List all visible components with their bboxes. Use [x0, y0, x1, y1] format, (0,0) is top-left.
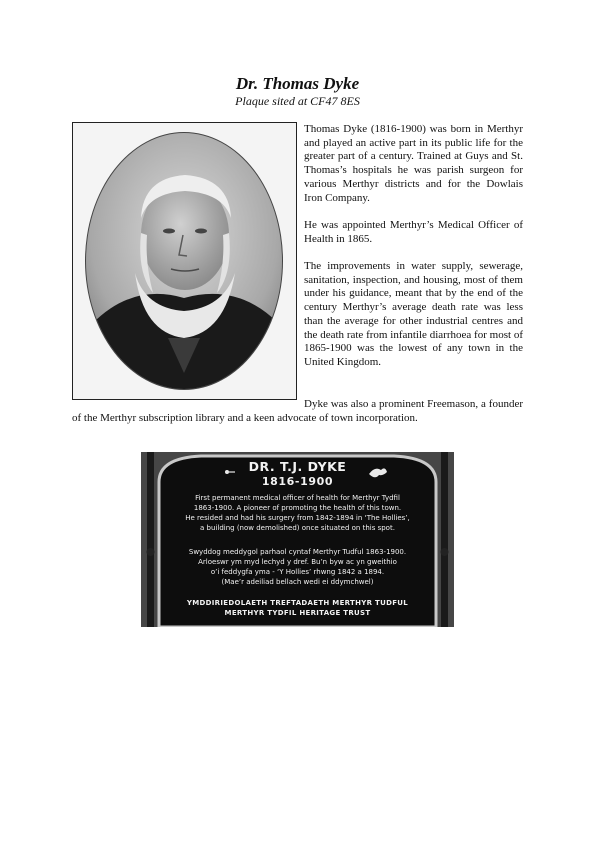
- page-title: Dr. Thomas Dyke: [235, 74, 360, 93]
- paragraph-improvements: The improvements in water supply, sewerage, sanitation, inspection, and housing, most of them under his guidance, meant that by the end of the century Merthyr’s average death rate was less than the average for other industrial centres and the death rate from infantile diarrhoea for most of 1865-1900 was the lowest of any town in the United Kingdom.: [304, 260, 523, 368]
- plaque-trust-welsh: YMDDIRIEDOLAETH TREFTADAETH MERTHYR TUDFUL: [186, 599, 409, 607]
- plaque-photo: [141, 452, 454, 627]
- page-subtitle: Plaque sited at CF47 8ES: [235, 94, 360, 108]
- plaque-trust-english: MERTHYR TYDFIL HERITAGE TRUST: [224, 609, 371, 617]
- plaque-english-line: a building (now demolished) once situated on this spot.: [200, 524, 395, 532]
- paragraph-appointment: He was appointed Merthyr’s Medical Officer of Health in 1865.: [304, 219, 523, 245]
- plaque-welsh-line: Arloeswr ym myd lechyd y dref. Bu’n byw ac yn gweithio: [198, 558, 397, 566]
- portrait-photo: [72, 122, 297, 400]
- plaque-english-line: 1863-1900. A pioneer of promoting the health of this town.: [193, 504, 402, 512]
- paragraph-freemason: Dyke was also a prominent Freemason, a founder of the Merthyr subscription library and a keen advocate of town incorporation.: [72, 398, 523, 424]
- plaque-welsh-line: (Mae’r adeiliad bellach wedi ei ddymchwel): [221, 578, 374, 586]
- plaque-years: 1816-1900: [261, 475, 334, 488]
- plaque-english-line: He resided and had his surgery from 1842-1894 in ‘The Hollies’,: [185, 514, 410, 522]
- paragraph-biography: Thomas Dyke (1816-1900) was born in Merthyr and played an active part in its public life for the greater part of a century. Trained at Guys and St. Thomas’s hospitals he was parish surgeon for various Merthyr districts and for the Dowlais Iron Company.: [304, 123, 523, 204]
- plaque-welsh-line: o’i feddygfa yma - ‘Y Hollies’ rhwng 1842 a 1894.: [210, 568, 385, 576]
- plaque-welsh-line: Swyddog meddygol parhaol cyntaf Merthyr Tudful 1863-1900.: [188, 548, 407, 556]
- plaque-name: DR. T.J. DYKE: [248, 459, 347, 474]
- plaque-english-line: First permanent medical officer of health for Merthyr Tydfil: [195, 494, 400, 502]
